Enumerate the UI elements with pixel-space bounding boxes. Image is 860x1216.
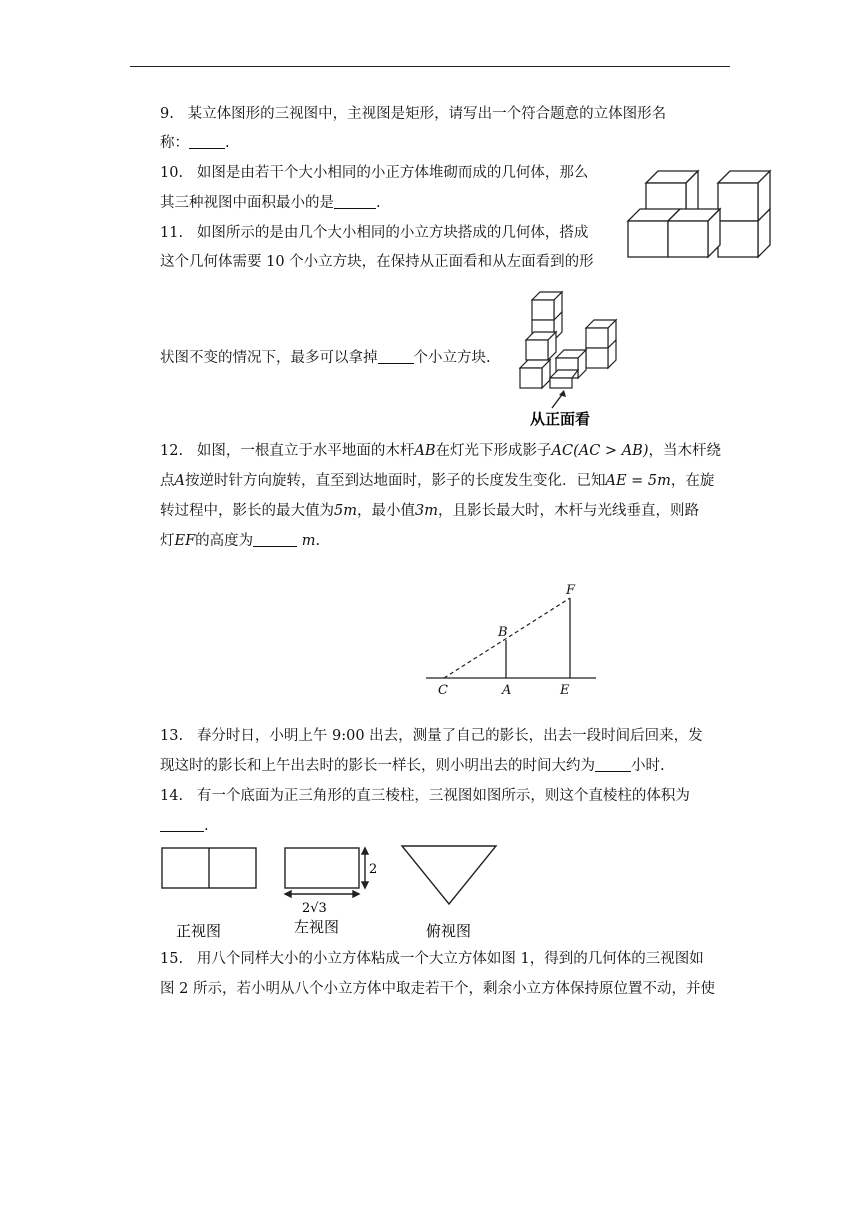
q12-line4: 灯EF的高度为 m. [160, 533, 321, 549]
q15-line2: 图 2 所示，若小明从八个小立方体中取走若干个，剩余小立方体保持原位置不动，并使 [160, 981, 715, 997]
q11-line3: 状图不变的情况下，最多可以拿掉 个小立方块. [160, 350, 491, 366]
q12-lamp-figure [424, 582, 604, 702]
view-top-label: 俯视图 [426, 922, 472, 940]
q10-line2: 其三种视图中面积最小的是 . [160, 195, 381, 211]
label-A: A [502, 683, 512, 698]
q13-line1: 13. 春分时日，小明上午 9:00 出去，测量了自己的影长，出去一段时间后回来，发 [160, 728, 703, 744]
q11-cube-figure [516, 286, 626, 426]
q10-line1: 10. 如图是由若干个大小相同的小正方体堆砌而成的几何体，那么 [160, 165, 589, 181]
q12-line1: 12. 如图，一根直立于水平地面的木杆AB在灯光下形成影子AC(AC > AB)，当木杆绕 [160, 443, 721, 459]
q10-cube-figure [622, 165, 782, 265]
label-E: E [560, 683, 570, 698]
dim-height: 2 [369, 862, 378, 877]
label-F: F [566, 583, 576, 598]
q11-line1: 11. 如图所示的是由几个大小相同的小立方块搭成的几何体，搭成 [160, 225, 589, 241]
q12-answer-blank[interactable] [253, 532, 297, 547]
q10-answer-blank[interactable] [334, 194, 376, 209]
q15-line1: 15. 用八个同样大小的小立方体粘成一个大立方体如图 1，得到的几何体的三视图如 [160, 951, 704, 967]
q12-line3: 转过程中，影长的最大值为5m，最小值3m，且影长最大时，木杆与光线垂直，则路 [160, 503, 699, 519]
q11-figure-caption: 从正面看 [530, 410, 591, 428]
view-left-label: 左视图 [294, 918, 340, 936]
dim-width: 2√3 [302, 901, 327, 916]
q9-line1: 9. 某立体图形的三视图中，主视图是矩形，请写出一个符合题意的立体图形名 [160, 106, 667, 122]
q12-line2: 点A按逆时针方向旋转，直至到达地面时，影子的长度发生变化．已知AE = 5m，在旋 [160, 473, 715, 489]
q9-answer-blank[interactable] [189, 134, 225, 149]
q11-answer-blank[interactable] [378, 349, 414, 364]
header-rule [130, 66, 730, 67]
q13-answer-blank[interactable] [595, 757, 631, 772]
view-front-label: 正视图 [176, 922, 222, 940]
q14-answer-blank[interactable] [160, 817, 204, 832]
q11-line2: 这个几何体需要 10 个小立方块，在保持从正面看和从左面看到的形 [160, 254, 594, 270]
label-B: B [498, 625, 508, 640]
q13-line2: 现这时的影长和上午出去时的影长一样长，则小明出去的时间大约为 小时. [160, 758, 665, 774]
q14-line2: . [160, 816, 209, 836]
label-C: C [438, 683, 448, 698]
q14-three-views [158, 842, 518, 942]
q9-line2: 称： . [160, 135, 230, 151]
q14-line1: 14. 有一个底面为正三角形的直三棱柱，三视图如图所示，则这个直棱柱的体积为 [160, 788, 690, 804]
